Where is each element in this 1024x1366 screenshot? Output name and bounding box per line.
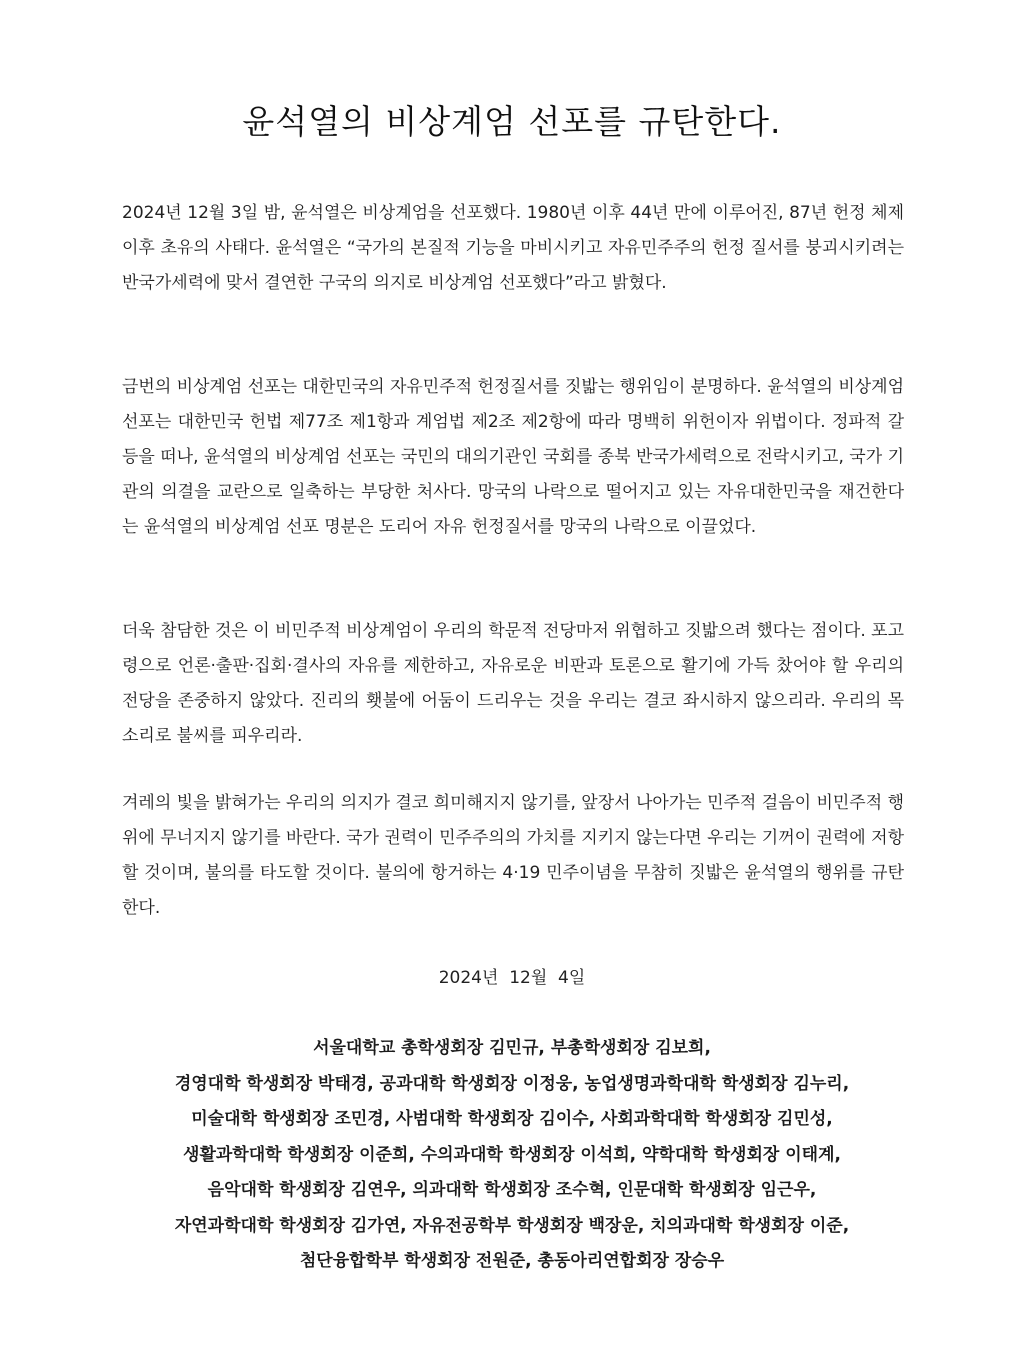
- signatory-line: 생활과학대학 학생회장 이준희, 수의과대학 학생회장 이석희, 약학대학 학생회장 이태계,: [183, 1144, 841, 1165]
- paragraph-1: 2024년 12월 3일 밤, 윤석열은 비상계엄을 선포했다. 1980년 이후 44년 만에 이루어진, 87년 헌정 체제 이후 초유의 사태다. 윤석열은 “국가의 본질적 기능을 마비시키고 자유민주주의 헌정 질서를 붕괴시키려는 반국가세력에 맞서 결연한 구국의 의지로 비상계엄 선포했다”라고 밝혔다.: [122, 203, 904, 293]
- signatory-line: 미술대학 학생회장 조민경, 사범대학 학생회장 김이수, 사회과학대학 학생회장 김민성,: [191, 1109, 833, 1129]
- paragraph-4: 겨레의 빛을 밝혀가는 우리의 의지가 결코 희미해지지 않기를, 앞장서 나아가는 민주적 걸음이 비민주적 행위에 무너지지 않기를 바란다. 국가 권력이 민주주의의 가치를 지키지 않는다면 우리는 기꺼이 권력에 저항할 것이며, 불의를 타도할 것이다. 불의에 항거하는 4·19 민주이념을 무참히 짓밟은 윤석열의 행위를 규탄한다.: [122, 793, 904, 918]
- signatory-line: 서울대학교 총학생회장 김민규, 부총학생회장 김보희,: [313, 1038, 711, 1058]
- signatory-line: 첨단융합학부 학생회장 전원준, 총동아리연합회장 장승우: [299, 1251, 725, 1271]
- paragraph-3: 더욱 참담한 것은 이 비민주적 비상계엄이 우리의 학문적 전당마저 위협하고 짓밟으려 했다는 점이다. 포고령으로 언론·출판·집회·결사의 자유를 제한하고, 자유로운 비판과 토론으로 활기에 가득 찼어야 할 우리의 전당을 존중하지 않았다. 진리의 횃불에 어둠이 드리우는 것을 우리는 결코 좌시하지 않으리라. 우리의 목소리로 불씨를 피우리라.: [122, 621, 904, 746]
- signatory-line: 자연과학대학 학생회장 김가연, 자유전공학부 학생회장 백장운, 치의과대학 학생회장 이준,: [174, 1215, 850, 1236]
- document-title: 윤석열의 비상계엄 선포를 규탄한다.: [242, 102, 782, 141]
- signatory-line: 음악대학 학생회장 김연우, 의과대학 학생회장 조수혁, 인문대학 학생회장 임근우,: [207, 1180, 817, 1200]
- signatory-line: 경영대학 학생회장 박태경, 공과대학 학생회장 이정웅, 농업생명과학대학 학생회장 김누리,: [174, 1073, 850, 1094]
- signatories-list: [40, 1031, 984, 1280]
- statement-date: 2024년 12월 4일: [438, 968, 586, 988]
- paragraph-2: 금번의 비상계엄 선포는 대한민국의 자유민주적 헌정질서를 짓밟는 행위임이 분명하다. 윤석열의 비상계엄 선포는 대한민국 헌법 제77조 제1항과 계엄법 제2조 제2항에 따라 명백히 위헌이자 위법이다. 정파적 갈등을 떠나, 윤석열의 비상계엄 선포는 국민의 대의기관인 국회를 종북 반국가세력으로 전락시키고, 국가 기관의 의결을 교란으로 일축하는 부당한 처사다. 망국의 나락으로 떨어지고 있는 자유대한민국을 재건한다는 윤석열의 비상계엄 선포 명분은 도리어 자유 헌정질서를 망국의 나락으로 이끌었다.: [122, 377, 905, 537]
